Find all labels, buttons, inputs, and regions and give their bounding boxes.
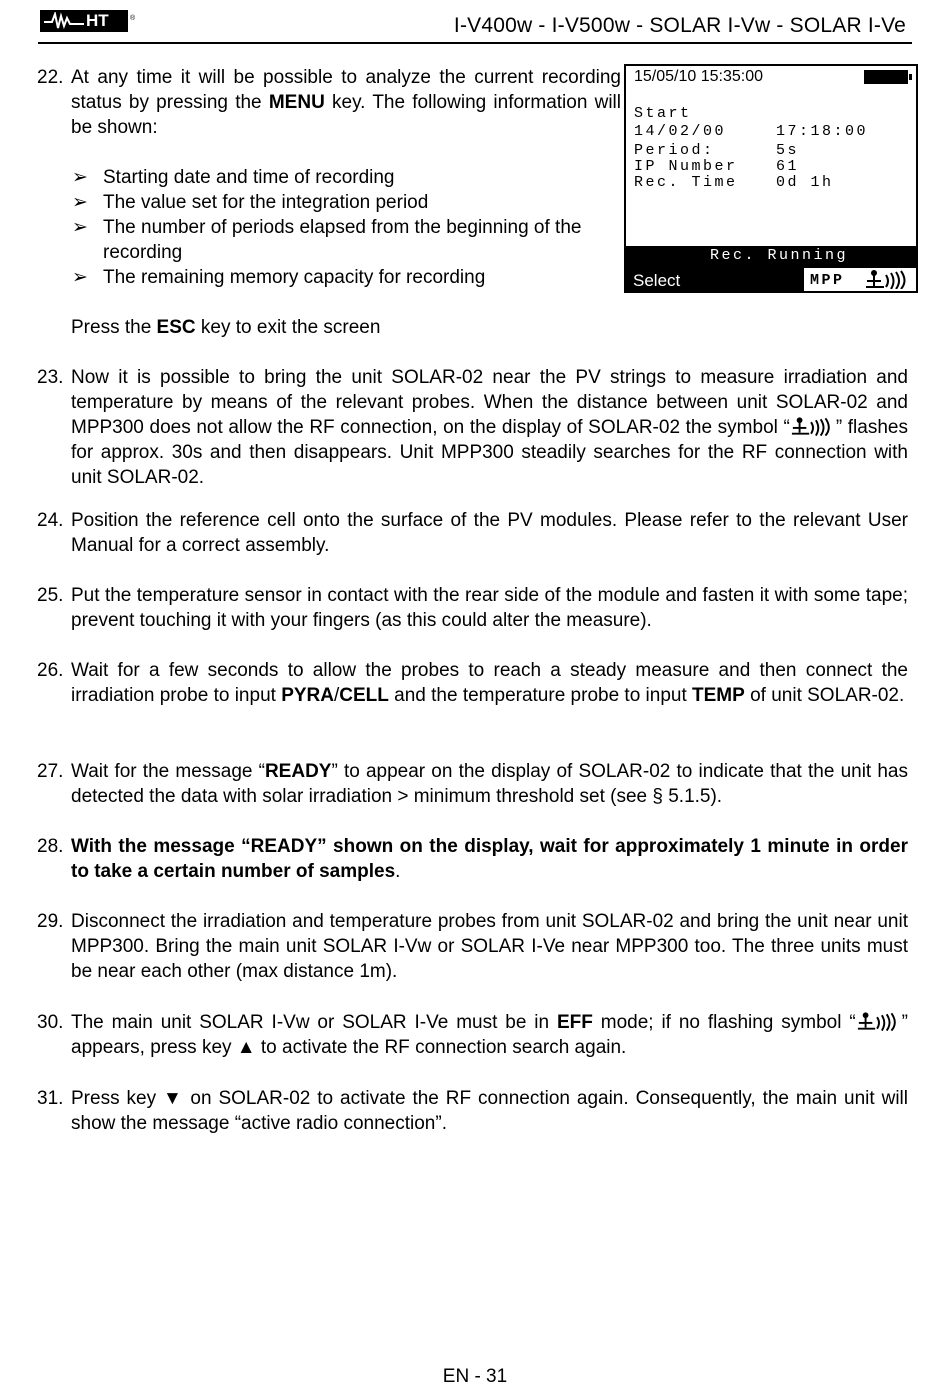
item-number: 25. [37, 585, 64, 606]
status-bar [626, 246, 916, 291]
period-value: 5s [776, 142, 800, 159]
ip-number-label: IP Number [634, 158, 738, 175]
item-number: 24. [37, 510, 64, 531]
start-label: Start [634, 105, 692, 122]
mpp-indicator [804, 268, 916, 291]
esc-key: ESC [156, 317, 196, 338]
battery-icon [864, 70, 908, 84]
arrow-bullet-icon: ➢ [72, 167, 88, 188]
instrument-display [624, 64, 918, 293]
select-softkey[interactable]: Select [633, 271, 681, 290]
display-datetime: 15/05/10 15:35:00 [634, 68, 764, 85]
ht-logo [40, 10, 136, 32]
list-item: ➢ Starting date and time of recording [72, 167, 395, 188]
list-item: ➢ The remaining memory capacity for recording [72, 267, 486, 288]
item-number: 28. [37, 836, 64, 857]
page-number: EN - 31 [442, 1366, 508, 1387]
item-24-text: Position the reference cell onto the surface of the PV modules. Please refer to the relevant User Manual for a correct assembly. [71, 510, 908, 556]
item-27-text: Wait for the message “READY” to appear on the display of SOLAR-02 to indicate that the unit has detected the data with solar irradiation > minimum threshold set (see § 5.1.5). [71, 761, 909, 807]
mpp-label: MPP [810, 272, 845, 289]
arrow-bullet-icon: ➢ [72, 217, 88, 238]
list-item: ➢ The value set for the integration period [72, 192, 429, 213]
item-28-text: With the message “READY” shown on the display, wait for approximately 1 minute in order to take a certain number of samples. [71, 836, 908, 882]
start-time: 17:18:00 [776, 123, 869, 140]
item-22-text: At any time it will be possible to analyze the current recording status by pressing the MENU key. The following information will be shown: [71, 67, 621, 138]
item-number: 30. [37, 1012, 64, 1033]
rec-running-status: Rec. Running [710, 247, 849, 264]
list-item: ➢ The number of periods elapsed from the beginning of the recording [72, 217, 582, 263]
arrow-bullet-icon: ➢ [72, 192, 88, 213]
registered-mark: ® [130, 15, 136, 22]
item-26-text: Wait for a few seconds to allow the probes to reach a steady measure and then connect the irradiation probe to input PYRA/CELL and the temperature probe to input TEMP of unit SOLAR-02. [71, 660, 908, 706]
rf-connection-icon [864, 269, 912, 289]
item-number: 27. [37, 761, 64, 782]
start-date: 14/02/00 [634, 123, 727, 140]
item-number: 31. [37, 1088, 64, 1109]
item-29-text: Disconnect the irradiation and temperature probes from unit SOLAR-02 and bring the unit near unit MPP300. Bring the main unit SOLAR I-Vw or SOLAR I-Ve near MPP300 too. The three units must be near each other (max distance 1m). [71, 911, 908, 982]
item-23-text: Now it is possible to bring the unit SOLAR-02 near the PV strings to measure irradiation and temperature by means of the relevant probes. When the distance between unit SOLAR-02 and MPP300 does not allow the RF connection, on the display of SOLAR-02 the symbol “ ” flashes for approx. 30s and then disappears. Unit MPP300 steadily searches for the RF connection with unit SOLAR-02. [71, 367, 908, 488]
item-31-text: Press key ▼ on SOLAR-02 to activate the RF connection again. Consequently, the main unit will show the message “active radio connection”. [71, 1088, 908, 1134]
item-number: 26. [37, 660, 64, 681]
period-label: Period: [634, 142, 715, 159]
logo-wave-icon [44, 12, 84, 30]
ip-number-value: 61 [776, 158, 800, 175]
rec-time-value: 0d 1h [776, 174, 834, 191]
item-number: 22. [37, 67, 64, 88]
logo-text: HT [86, 11, 109, 30]
rf-connection-icon [790, 416, 836, 436]
rec-time-label: Rec. Time [634, 174, 738, 191]
arrow-bullet-icon: ➢ [72, 267, 88, 288]
item-25-text: Put the temperature sensor in contact with the rear side of the module and fasten it with some tape; prevent touching it with your fingers (as this could alter the measure). [71, 585, 908, 631]
item-number: 23. [37, 367, 64, 388]
page-header [38, 8, 912, 44]
esc-note: Press the ESC key to exit the screen [71, 317, 381, 338]
document-title: I-V400w - I-V500w - SOLAR I-Vw - SOLAR I-Ve [453, 14, 906, 37]
item-number: 29. [37, 911, 64, 932]
rf-connection-icon [856, 1011, 902, 1031]
item-30-text: The main unit SOLAR I-Vw or SOLAR I-Ve must be in EFF mode; if no flashing symbol “ ” appears, press key ▲ to activate the RF connection search again. [71, 1012, 908, 1058]
info-list [72, 165, 622, 290]
menu-key: MENU [268, 92, 325, 113]
